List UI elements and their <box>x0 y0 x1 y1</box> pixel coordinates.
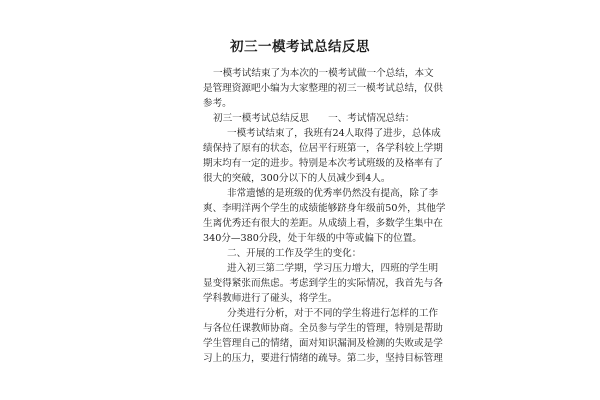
para1-line-4: 很大的突破，300分以下的人员减少到4人。 <box>203 173 391 184</box>
para3-line-2: 显变得紧张而焦虑。考虑到学生的实际情况，我首先与各 <box>203 278 443 289</box>
para1-line-3: 期末均有一定的进步。特别是本次考试班级的及格率有了 <box>203 158 443 169</box>
section-heading-1: 初三一模考试总结反思 一、考试情况总结： <box>213 113 415 124</box>
para2-line-2: 爽、李明洋两个学生的成绩能够跻身年级前50外，其他学 <box>203 203 446 214</box>
para1-line-1: 一模考试结束了，我班有24人取得了进步，总体成 <box>227 128 441 139</box>
intro-line-3: 参考。 <box>203 98 232 109</box>
para4-line-2: 与各位任课教师协商。全员参与学生的管理，特别是帮助 <box>203 323 443 334</box>
para2-line-3: 生离优秀还有很大的差距。从成绩上看，多数学生集中在 <box>203 218 443 229</box>
para4-line-4: 习上的压力，要进行情绪的疏导。第二步，坚持目标管理 <box>203 353 443 364</box>
intro-line-2: 是管理资源吧小编为大家整理的初三一模考试总结，仅供 <box>203 83 443 94</box>
para3-line-1: 进入初三第二学期，学习压力增大，四班的学生明 <box>227 263 439 274</box>
page-title: 初三一模考试总结反思 <box>230 39 370 55</box>
para1-line-2: 绩保持了原有的状态，位居平行班第一，各学科较上学期 <box>203 143 443 154</box>
intro-line-1: 一模考试结束了为本次的一模考试做一个总结，本文 <box>213 68 434 79</box>
para2-line-1: 非常遗憾的是班级的优秀率仍然没有提高，除了李 <box>227 188 439 199</box>
para3-line-3: 学科教师进行了碰头，将学生。 <box>203 293 338 304</box>
para4-line-3: 学生管理自己的情绪，面对知识漏洞及检测的失败或是学 <box>203 338 443 349</box>
para2-line-4: 340分—380分段，处于年级的中等或偏下的位置。 <box>203 233 422 244</box>
para4-line-1: 分类进行分析，对于不同的学生将进行怎样的工作 <box>227 308 439 319</box>
section-heading-2: 二、开展的工作及学生的变化： <box>227 248 362 259</box>
